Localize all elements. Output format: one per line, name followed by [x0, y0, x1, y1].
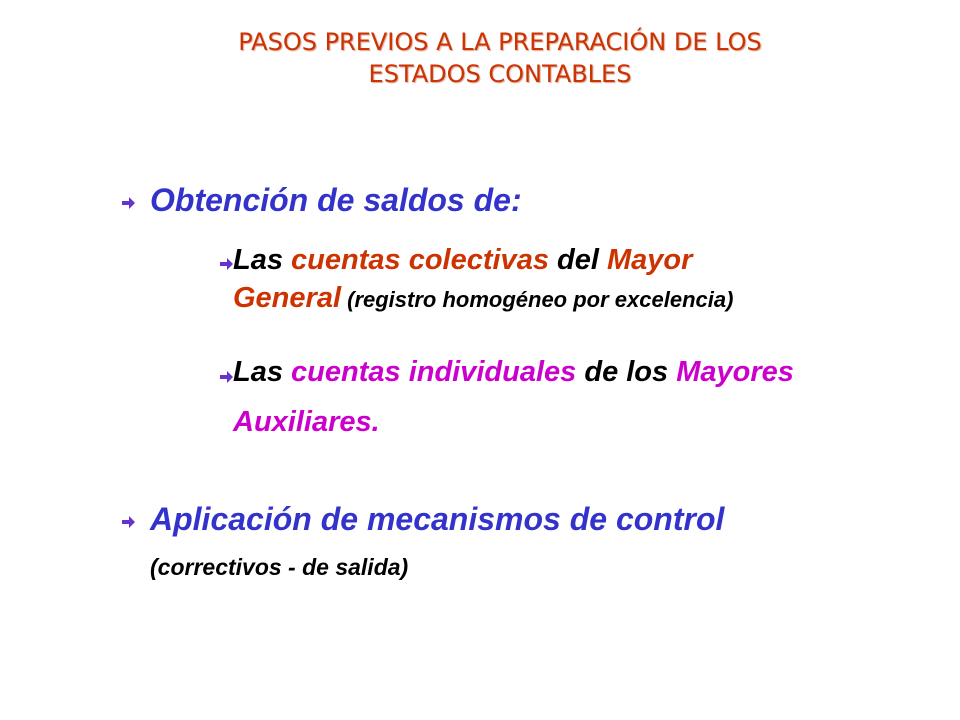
right-arrow-icon [220, 371, 233, 383]
title-line-1: PASOS PREVIOS A LA PREPARACIÓN DE LOS [238, 28, 762, 56]
bullet-aplicacion: Aplicación de mecanismos de control [150, 501, 725, 537]
sub-bullet-colectivas-line2 [233, 281, 733, 321]
text-las: Las [233, 356, 292, 388]
right-arrow-icon [220, 258, 233, 270]
text-registro-homogeneo: (registro homogéneo por excelencia) [341, 287, 734, 312]
text-mayor: Mayor [606, 244, 693, 276]
slide-title [150, 26, 850, 90]
text-del: del [548, 244, 607, 276]
right-arrow-icon [122, 197, 135, 209]
sub-bullet-individuales-line1 [233, 355, 794, 389]
text-general: General [233, 282, 341, 314]
bullet-obtencion: Obtención de saldos de: [150, 182, 522, 218]
text-auxiliares: Auxiliares. [233, 406, 380, 438]
right-arrow-icon [122, 516, 135, 528]
text-cuentas-colectivas: cuentas colectivas [291, 244, 549, 276]
sub-bullet-colectivas-line1 [233, 243, 692, 277]
text-de-los: de los [576, 356, 677, 388]
text-cuentas-individuales: cuentas individuales [291, 356, 577, 388]
title-line-2: ESTADOS CONTABLES [368, 60, 632, 88]
text-mayores: Mayores [676, 356, 794, 388]
aplicacion-note: (correctivos - de salida) [150, 554, 409, 580]
text-las: Las [233, 244, 292, 276]
